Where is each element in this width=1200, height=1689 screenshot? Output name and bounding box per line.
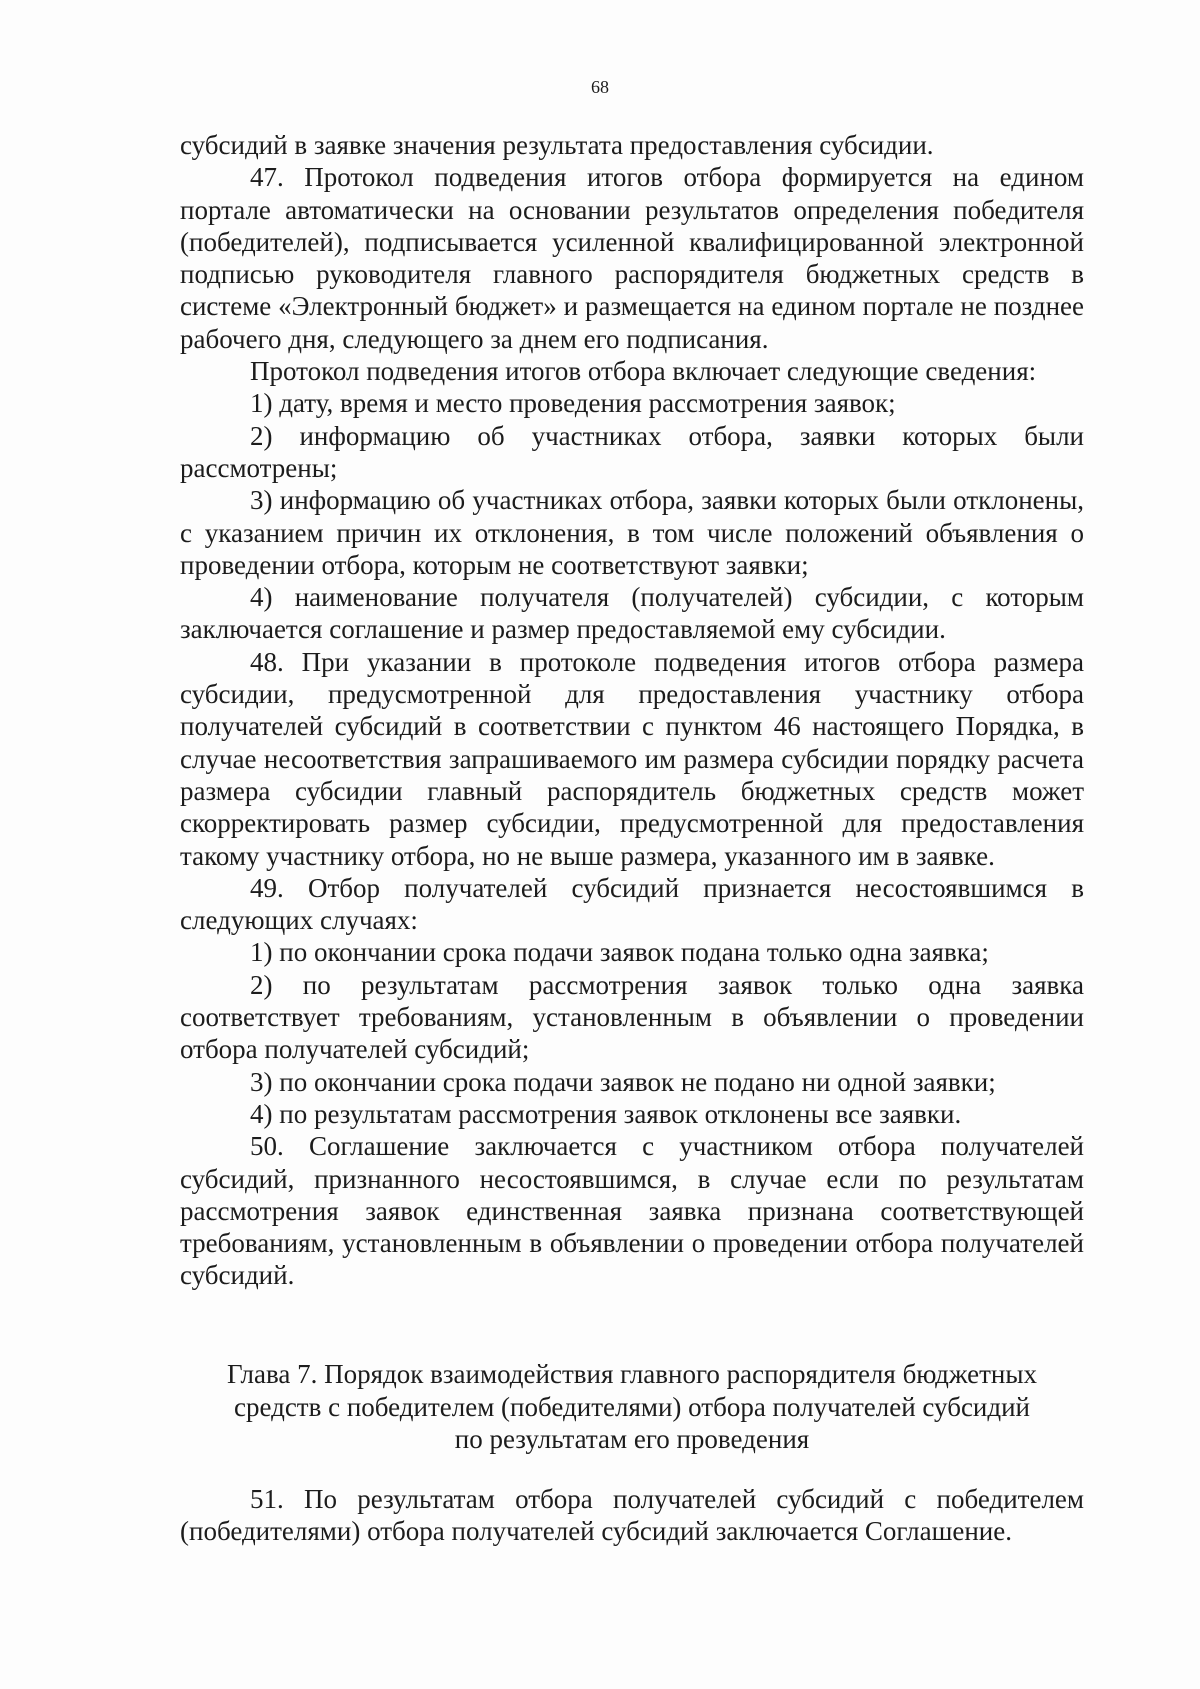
list-item-49-2: 2) по результатам рассмотрения заявок только одна заявка соответствует требованиям, установленным в объявлении о проведении отбора получателей субсидий; (180, 969, 1084, 1065)
chapter-heading-line: средств с победителем (победителями) отбора получателей субсидий (233, 1391, 1031, 1422)
page-number: 68 (591, 77, 609, 97)
paragraph-continuation: субсидий в заявке значения результата предоставления субсидии. (180, 130, 934, 160)
paragraph-protocol-contents: Протокол подведения итогов отбора включает следующие сведения: (250, 356, 1037, 387)
paragraph-48: 48. При указании в протоколе подведения итогов отбора размера субсидии, предусмотренной для предоставления участнику отбора получателей субсидий в соответствии с пунктом 46 настоящего Порядка, в случае несоответствия запрашиваемого им размера субсидии порядку расчета размера субсидии главный распорядитель бюджетных средств может скорректировать размер субсидии, предусмотренной для предоставления такому участнику отбора, но не выше размера, указанного им в заявке. (180, 646, 1084, 871)
closing-section (180, 1483, 1084, 1548)
list-item-49-1: 1) по окончании срока подачи заявок подана только одна заявка; (250, 937, 989, 968)
document-body (180, 129, 1084, 1292)
list-item-4: 4) наименование получателя (получателей) субсидии, с которым заключается соглашение и размер предоставляемой ему субсидии. (180, 582, 1084, 645)
list-item-49-3: 3) по окончании срока подачи заявок не подано ни одной заявки; (250, 1066, 996, 1097)
list-item-1: 1) дату, время и место проведения рассмотрения заявок; (250, 388, 896, 419)
chapter-heading-line: по результатам его проведения (454, 1424, 810, 1454)
chapter-heading (180, 1358, 1084, 1456)
chapter-heading-line: Глава 7. Порядок взаимодействия главного распорядителя бюджетных (226, 1359, 1038, 1389)
paragraph-47: 47. Протокол подведения итогов отбора формируется на едином портале автоматически на основании результатов определения победителя (победителей), подписывается усиленной квалифицированной электронной подписью руководителя главного распорядителя бюджетных средств в системе «Электронный бюджет» и размещается на едином портале не позднее рабочего дня, следующего за днем его подписания. (180, 162, 1084, 354)
list-item-3: 3) информацию об участниках отбора, заявки которых были отклонены, с указанием причин их отклонения, в том числе положений объявления о проведении отбора, которым не соответствуют заявки; (180, 485, 1084, 580)
paragraph-50: 50. Соглашение заключается с участником отбора получателей субсидий, признанного несостоявшимся, в случае если по результатам рассмотрения заявок единственная заявка признана соответствующей требованиям, установленным в объявлении о проведении отбора получателей субсидий. (180, 1131, 1084, 1291)
list-item-2: 2) информацию об участниках отбора, заявки которых были рассмотрены; (180, 420, 1084, 483)
paragraph-51: 51. По результатам отбора получателей субсидий с победителем (победителями) отбора получателей субсидий заключается Соглашение. (180, 1484, 1084, 1547)
list-item-49-4: 4) по результатам рассмотрения заявок отклонены все заявки. (250, 1098, 962, 1129)
paragraph-49: 49. Отбор получателей субсидий признается несостоявшимся в следующих случаях: (180, 872, 1084, 936)
